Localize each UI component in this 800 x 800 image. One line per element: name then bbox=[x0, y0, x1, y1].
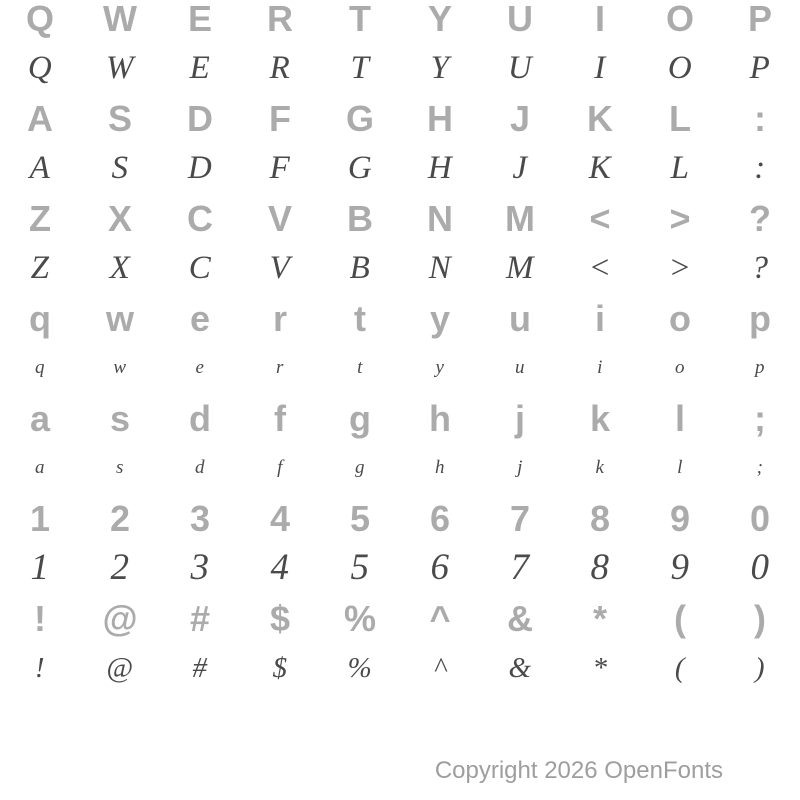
glyph-cell: ^ bbox=[429, 598, 451, 639]
glyph-cell: y bbox=[429, 298, 451, 339]
glyph-cell: L bbox=[669, 98, 691, 139]
glyph-cell: * bbox=[592, 598, 607, 639]
glyph-cell: * bbox=[592, 652, 608, 684]
glyph-cell: k bbox=[595, 457, 605, 478]
glyph-cell: o bbox=[669, 298, 691, 339]
glyph-cell: ( bbox=[674, 652, 686, 684]
glyph-cell: V bbox=[267, 198, 292, 239]
glyph-cell: 7 bbox=[510, 547, 530, 588]
glyph-cell: $ bbox=[272, 652, 288, 684]
glyph-cell: l bbox=[674, 398, 685, 439]
glyph-cell: N bbox=[427, 198, 453, 239]
glyph-cell: D bbox=[187, 150, 213, 186]
glyph-cell: Z bbox=[30, 250, 50, 286]
glyph-cell: # bbox=[192, 652, 208, 684]
glyph-cell: E bbox=[187, 0, 212, 39]
glyph-cell: Q bbox=[25, 0, 54, 39]
glyph-cell: T bbox=[350, 50, 370, 86]
glyph-cell: f bbox=[277, 457, 283, 478]
glyph-cell: R bbox=[269, 50, 291, 86]
glyph-cell: k bbox=[589, 398, 611, 439]
reference-row-caps-qwerty bbox=[0, 0, 800, 44]
copyright-text: Copyright 2026 OpenFonts bbox=[434, 757, 723, 784]
glyph-cell: G bbox=[347, 150, 373, 186]
glyph-cell: 0 bbox=[749, 498, 771, 539]
reference-row-lower-qwerty bbox=[0, 300, 800, 344]
script-row-digits bbox=[0, 544, 800, 600]
glyph-cell: ? bbox=[751, 250, 769, 286]
glyph-cell: P bbox=[749, 50, 771, 86]
script-row-caps-asdf bbox=[0, 144, 800, 200]
glyph-cell: D bbox=[187, 98, 213, 139]
glyph-cell: 1 bbox=[29, 498, 51, 539]
glyph-cell: 3 bbox=[190, 547, 210, 588]
glyph-cell: q bbox=[35, 357, 45, 378]
glyph-cell: I bbox=[594, 50, 606, 86]
glyph-cell: S bbox=[107, 98, 132, 139]
glyph-cell: K bbox=[588, 150, 612, 186]
glyph-cell: g bbox=[349, 398, 371, 439]
glyph-cell: 6 bbox=[430, 547, 450, 588]
glyph-cell: N bbox=[428, 250, 452, 286]
glyph-cell: : bbox=[754, 150, 766, 186]
glyph-cell: Z bbox=[29, 198, 51, 239]
glyph-cell: U bbox=[507, 0, 533, 39]
script-row-caps-zxcv bbox=[0, 244, 800, 300]
glyph-cell: L bbox=[670, 150, 690, 186]
glyph-cell: ) bbox=[754, 598, 766, 639]
glyph-cell: < bbox=[589, 198, 611, 239]
glyph-cell: 3 bbox=[189, 498, 211, 539]
glyph-cell: d bbox=[195, 457, 205, 478]
script-row-caps-qwerty bbox=[0, 44, 800, 100]
glyph-cell: d bbox=[189, 398, 211, 439]
glyph-cell: @ bbox=[102, 598, 138, 639]
glyph-cell: J bbox=[512, 150, 528, 186]
glyph-cell: J bbox=[509, 98, 531, 139]
glyph-cell: ? bbox=[749, 198, 771, 239]
glyph-cell: 9 bbox=[669, 498, 691, 539]
glyph-cell: h bbox=[429, 398, 451, 439]
glyph-cell: O bbox=[667, 50, 693, 86]
glyph-cell: B bbox=[347, 198, 373, 239]
glyph-cell: g bbox=[355, 457, 365, 478]
glyph-cell: ! bbox=[34, 598, 46, 639]
glyph-cell: % bbox=[347, 652, 373, 684]
glyph-cell: G bbox=[345, 98, 374, 139]
reference-row-symbols bbox=[0, 600, 800, 644]
glyph-cell: R bbox=[267, 0, 293, 39]
glyph-cell: ) bbox=[754, 652, 766, 684]
glyph-cell: w bbox=[105, 298, 134, 339]
glyph-cell: Q bbox=[27, 50, 53, 86]
glyph-cell: F bbox=[269, 150, 291, 186]
reference-row-lower-asdf bbox=[0, 400, 800, 444]
glyph-cell: # bbox=[189, 598, 211, 639]
glyph-cell: ^ bbox=[433, 652, 447, 684]
glyph-cell: e bbox=[195, 357, 205, 378]
glyph-cell: H bbox=[427, 98, 453, 139]
glyph-cell: W bbox=[103, 0, 137, 39]
glyph-cell: A bbox=[27, 98, 53, 139]
glyph-cell: a bbox=[35, 457, 45, 478]
glyph-cell: S bbox=[111, 150, 129, 186]
glyph-cell: 7 bbox=[509, 498, 531, 539]
glyph-cell: Y bbox=[430, 50, 450, 86]
glyph-cell: 5 bbox=[349, 498, 371, 539]
glyph-cell: h bbox=[435, 457, 445, 478]
glyph-cell: F bbox=[269, 98, 291, 139]
glyph-cell: K bbox=[587, 98, 613, 139]
glyph-cell: s bbox=[109, 398, 131, 439]
glyph-cell: < bbox=[588, 250, 612, 286]
glyph-cell: E bbox=[189, 50, 211, 86]
glyph-cell: q bbox=[29, 298, 51, 339]
glyph-cell: r bbox=[272, 298, 287, 339]
glyph-cell: a bbox=[29, 398, 51, 439]
glyph-cell: : bbox=[754, 98, 766, 139]
glyph-cell: C bbox=[188, 250, 212, 286]
glyph-cell: ; bbox=[756, 457, 764, 478]
glyph-cell: > bbox=[668, 250, 692, 286]
glyph-cell: V bbox=[269, 250, 291, 286]
glyph-cell: B bbox=[349, 250, 371, 286]
glyph-cell: 8 bbox=[590, 547, 610, 588]
glyph-cell: ( bbox=[674, 598, 686, 639]
glyph-cell: P bbox=[747, 0, 772, 39]
glyph-cell: X bbox=[109, 250, 131, 286]
glyph-cell: r bbox=[276, 357, 284, 378]
glyph-cell: 8 bbox=[589, 498, 611, 539]
glyph-cell: u bbox=[509, 298, 531, 339]
script-row-symbols bbox=[0, 644, 800, 700]
glyph-cell: A bbox=[29, 150, 51, 186]
glyph-cell: M bbox=[506, 250, 534, 286]
glyph-cell: 2 bbox=[109, 498, 131, 539]
glyph-cell: t bbox=[357, 357, 363, 378]
glyph-cell: X bbox=[107, 198, 132, 239]
glyph-cell: @ bbox=[106, 652, 134, 684]
glyph-cell: u bbox=[515, 357, 525, 378]
glyph-cell: 5 bbox=[350, 547, 370, 588]
glyph-cell: w bbox=[113, 357, 127, 378]
glyph-cell: p bbox=[749, 298, 771, 339]
glyph-cell: o bbox=[675, 357, 685, 378]
glyph-cell: f bbox=[274, 398, 286, 439]
glyph-cell: s bbox=[116, 457, 124, 478]
glyph-cell: Y bbox=[427, 0, 452, 39]
script-row-lower-asdf bbox=[0, 444, 800, 500]
reference-row-caps-asdf bbox=[0, 100, 800, 144]
glyph-cell: T bbox=[349, 0, 371, 39]
glyph-cell: 4 bbox=[269, 498, 291, 539]
glyph-cell: 0 bbox=[750, 547, 770, 588]
glyph-cell: i bbox=[597, 357, 603, 378]
glyph-cell: 1 bbox=[30, 547, 50, 588]
glyph-cell: M bbox=[505, 198, 535, 239]
glyph-cell: & bbox=[507, 598, 533, 639]
glyph-cell: U bbox=[507, 50, 533, 86]
glyph-cell: e bbox=[189, 298, 211, 339]
glyph-cell: ; bbox=[754, 398, 766, 439]
glyph-cell: j bbox=[514, 398, 525, 439]
glyph-cell: C bbox=[187, 198, 213, 239]
glyph-cell: 6 bbox=[429, 498, 451, 539]
glyph-cell: 2 bbox=[110, 547, 130, 588]
glyph-cell: & bbox=[508, 652, 532, 684]
glyph-cell: O bbox=[665, 0, 694, 39]
glyph-cell: ! bbox=[34, 652, 46, 684]
script-row-lower-qwerty bbox=[0, 344, 800, 400]
glyph-cell: % bbox=[343, 598, 376, 639]
glyph-cell: I bbox=[594, 0, 605, 39]
glyph-cell: W bbox=[106, 50, 134, 86]
reference-row-caps-zxcv bbox=[0, 200, 800, 244]
glyph-cell: > bbox=[669, 198, 691, 239]
glyph-cell: y bbox=[435, 357, 445, 378]
glyph-cell: 4 bbox=[270, 547, 290, 588]
glyph-cell: p bbox=[755, 357, 765, 378]
glyph-cell: j bbox=[517, 457, 523, 478]
glyph-cell: t bbox=[354, 298, 366, 339]
reference-row-digits bbox=[0, 500, 800, 544]
glyph-cell: l bbox=[677, 457, 683, 478]
glyph-cell: $ bbox=[269, 598, 291, 639]
glyph-cell: i bbox=[594, 298, 605, 339]
glyph-cell: 9 bbox=[670, 547, 690, 588]
glyph-cell: H bbox=[427, 150, 453, 186]
